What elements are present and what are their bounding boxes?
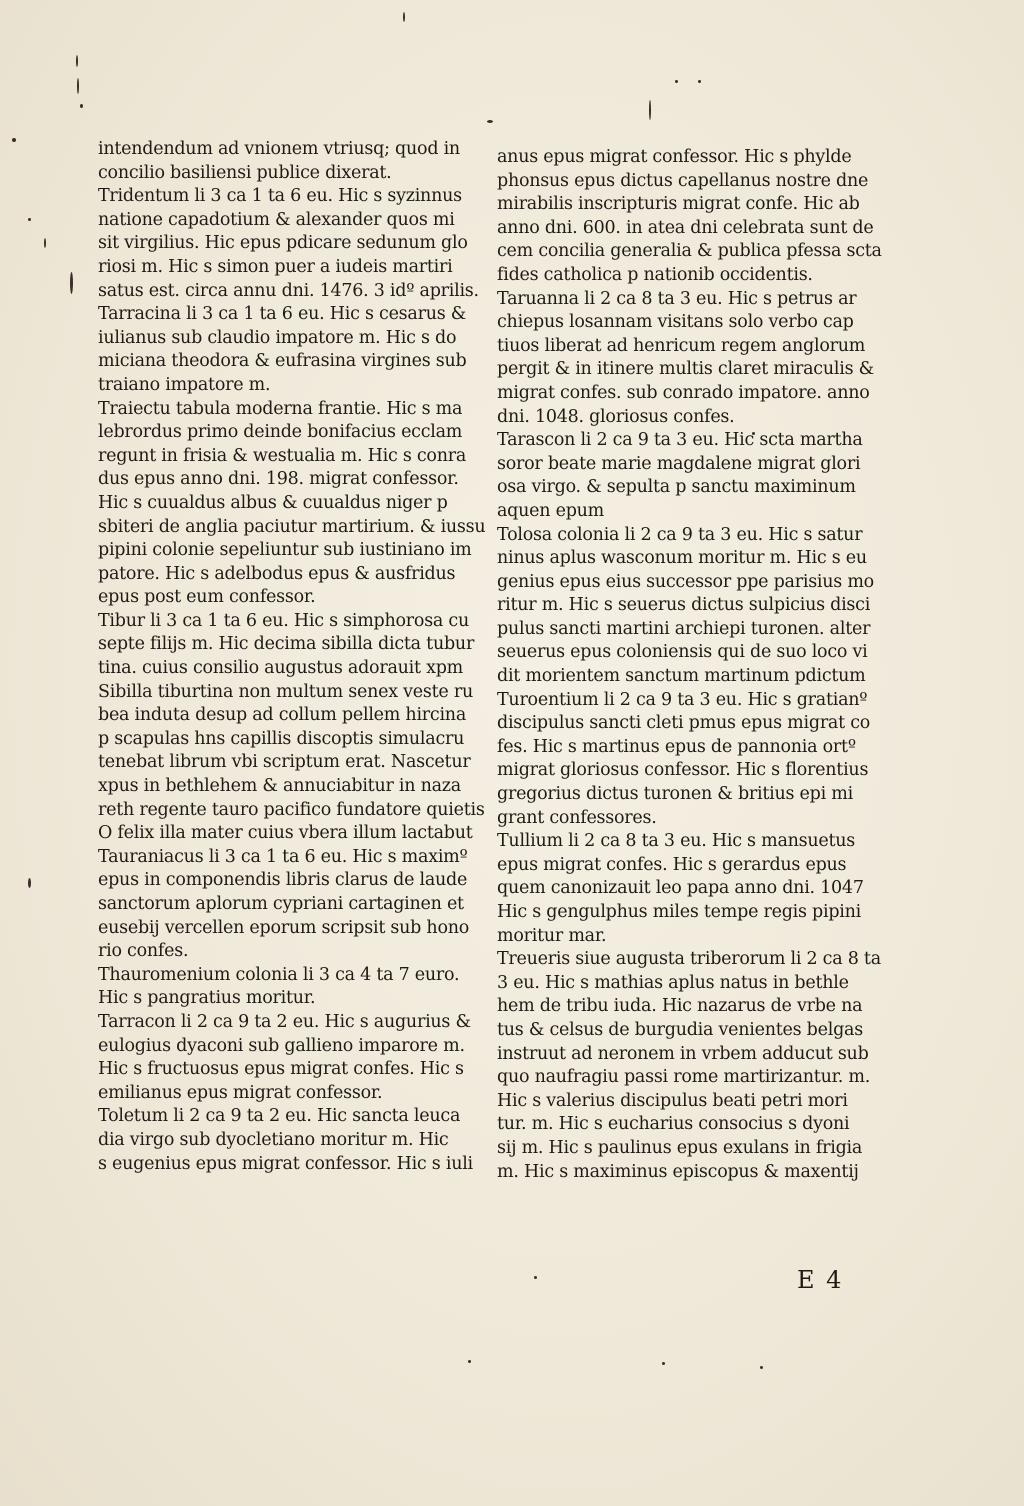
text-line: aquen epum bbox=[497, 500, 605, 521]
text-line: Hic s pangratius moritur. bbox=[98, 988, 316, 1009]
text-line: migrat gloriosus confessor. Hic s florentius bbox=[497, 760, 869, 781]
text-line: Tolosa colonia li 2 ca 9 ta 3 eu. Hic s satur bbox=[497, 524, 863, 545]
text-line: sbiteri de anglia paciutur martirium. & iussu bbox=[98, 516, 486, 537]
text-line: Tibur li 3 ca 1 ta 6 eu. Hic s simphorosa cu bbox=[98, 610, 469, 631]
text-line: moritur mar. bbox=[497, 925, 607, 946]
text-line: Toletum li 2 ca 9 ta 2 eu. Hic sancta leuca bbox=[98, 1106, 461, 1127]
text-line: traiano impatore m. bbox=[98, 374, 271, 395]
text-line: tus & celsus de burgudia venientes belgas bbox=[497, 1019, 863, 1040]
ink-speck bbox=[12, 138, 16, 142]
text-line: dni. 1048. gloriosus confes. bbox=[497, 406, 735, 427]
text-line: pergit & in itinere multis claret miraculis & bbox=[497, 359, 874, 380]
text-line: Traiectu tabula moderna frantie. Hic s ma bbox=[98, 398, 463, 419]
text-line: anus epus migrat confessor. Hic s phylde bbox=[497, 147, 852, 167]
text-line: riosi m. Hic s simon puer a iudeis martiri bbox=[98, 256, 453, 277]
text-line: osa virgo. & sepulta p sanctu maximinum bbox=[497, 477, 856, 498]
text-line: Tarracina li 3 ca 1 ta 6 eu. Hic s cesarus & bbox=[98, 304, 467, 325]
text-line: Tauraniacus li 3 ca 1 ta 6 eu. Hic s maximº bbox=[98, 846, 468, 867]
text-line: instruut ad neronem in vrbem adducut sub bbox=[497, 1043, 869, 1064]
text-line: soror beate marie magdalene migrat glori bbox=[497, 453, 861, 474]
text-line: quem canonizauit leo papa anno dni. 1047 bbox=[497, 878, 864, 899]
text-line: reth regente tauro pacifico fundatore quietis bbox=[98, 799, 485, 820]
text-line: cem concilia generalia & publica pfessa scta bbox=[497, 241, 882, 262]
ink-speck bbox=[28, 218, 31, 221]
text-line: miciana theodora & eufrasina virgines sub bbox=[98, 351, 467, 372]
text-line: 3 eu. Hic s mathias aplus natus in bethle bbox=[497, 972, 849, 993]
text-line: O felix illa mater cuius vbera illum lactabut bbox=[98, 823, 473, 844]
text-line: Hic s valerius discipulus beati petri mori bbox=[497, 1090, 848, 1111]
text-line: Hic s fructuosus epus migrat confes. Hic s bbox=[98, 1059, 464, 1080]
text-line: p scapulas hns capillis discoptis simulacru bbox=[98, 728, 465, 749]
text-line: quo naufragiu passi rome martirizantur. m. bbox=[497, 1067, 871, 1088]
text-line: migrat confes. sub conrado impatore. anno bbox=[497, 382, 870, 403]
text-line: concilio basiliensi publice dixerat. bbox=[98, 162, 392, 183]
text-line: s eugenius epus migrat confessor. Hic s iuli bbox=[98, 1153, 473, 1174]
text-line: ritur m. Hic s seuerus dictus sulpicius disci bbox=[497, 595, 871, 616]
text-line: eulogius dyaconi sub gallieno imparore m. bbox=[98, 1035, 465, 1056]
text-line: ninus aplus wasconum moritur m. Hic s eu bbox=[497, 548, 867, 569]
text-line: epus in componendis libris clarus de laude bbox=[98, 870, 468, 891]
text-line: bea induta desup ad collum pellem hircina bbox=[98, 705, 467, 726]
text-line: Tarascon li 2 ca 9 ta 3 eu. Hic scta martha bbox=[497, 430, 863, 451]
ink-speck bbox=[760, 1366, 763, 1369]
text-line: discipulus sancti cleti pmus epus migrat co bbox=[497, 713, 871, 734]
text-line: dit morientem sanctum martinum pdictum bbox=[497, 666, 866, 687]
text-line: sanctorum aplorum cypriani cartaginen et bbox=[98, 894, 464, 914]
text-line: sit virgilius. Hic epus pdicare sedunum glo bbox=[98, 233, 468, 254]
text-line: epus migrat confes. Hic s gerardus epus bbox=[497, 854, 847, 875]
ink-speck bbox=[662, 1362, 665, 1365]
ink-speck bbox=[468, 1360, 471, 1363]
text-line: hem de tribu iuda. Hic nazarus de vrbe na bbox=[497, 996, 863, 1017]
ink-speck bbox=[649, 100, 651, 120]
text-line: epus post eum confessor. bbox=[98, 587, 316, 608]
text-line: Thauromenium colonia li 3 ca 4 ta 7 euro. bbox=[98, 964, 460, 985]
text-line: mirabilis inscripturis migrat confe. Hic ab bbox=[497, 194, 860, 215]
text-line: tina. cuius consilio augustus adorauit xpm bbox=[98, 658, 464, 679]
text-line: satus est. circa annu dni. 1476. 3 idº aprilis. bbox=[98, 280, 479, 301]
ink-speck bbox=[28, 878, 31, 888]
text-line: eusebij vercellen eporum scripsit sub hono bbox=[98, 917, 470, 938]
text-line: pulus sancti martini archiepi turonen. alter bbox=[497, 618, 871, 639]
text-line: septe filijs m. Hic decima sibilla dicta tubur bbox=[98, 634, 475, 655]
text-line: seuerus epus coloniensis qui de suo loco vi bbox=[497, 642, 868, 663]
text-line: m. Hic s maximinus episcopus & maxentij bbox=[497, 1161, 859, 1182]
text-line: fides catholica p nationib occidentis. bbox=[497, 264, 813, 285]
text-line: intendendum ad vnionem vtriusq; quod in bbox=[98, 139, 460, 159]
text-line: fes. Hic s martinus epus de pannonia ortº bbox=[497, 736, 856, 757]
text-line: Taruanna li 2 ca 8 ta 3 eu. Hic s petrus ar bbox=[497, 288, 857, 309]
ink-speck bbox=[534, 1276, 537, 1279]
text-line: Hic s cuualdus albus & cuualdus niger p bbox=[98, 492, 448, 513]
ink-speck bbox=[70, 272, 73, 294]
text-line: genius epus eius successor ppe parisius mo bbox=[497, 571, 874, 592]
ink-speck bbox=[44, 238, 46, 248]
text-line: tenebat librum vbi scriptum erat. Nascetur bbox=[98, 752, 471, 773]
text-line: sij m. Hic s paulinus epus exulans in frigia bbox=[497, 1137, 863, 1158]
text-line: Treueris siue augusta triberorum li 2 ca 8 ta bbox=[497, 949, 881, 970]
text-line: Turoentium li 2 ca 9 ta 3 eu. Hic s gratianº bbox=[497, 689, 868, 710]
text-line: gregorius dictus turonen & britius epi mi bbox=[497, 784, 853, 805]
text-line: dia virgo sub dyocletiano moritur m. Hic bbox=[98, 1129, 449, 1150]
text-line: chiepus losannam visitans solo verbo cap bbox=[497, 312, 854, 333]
ink-speck bbox=[77, 78, 79, 94]
ink-speck bbox=[487, 120, 493, 123]
text-line: Sibilla tiburtina non multum senex veste ru bbox=[98, 681, 473, 702]
text-line: Tarracon li 2 ca 9 ta 2 eu. Hic s augurius & bbox=[98, 1011, 471, 1032]
text-line: Hic s gengulphus miles tempe regis pipini bbox=[497, 902, 862, 922]
text-line: xpus in bethlehem & annuciabitur in naza bbox=[98, 776, 461, 797]
left-text-column bbox=[98, 138, 486, 1176]
text-line: iulianus sub claudio impatore m. Hic s do bbox=[98, 327, 457, 348]
text-line: anno dni. 600. in atea dni celebrata sunt de bbox=[497, 217, 874, 238]
text-line: regunt in frisia & westualia m. Hic s conra bbox=[98, 445, 467, 466]
ink-speck bbox=[698, 80, 701, 83]
text-line: rio confes. bbox=[98, 941, 189, 962]
text-line: pipini colonie sepeliuntur sub iustiniano im bbox=[98, 540, 472, 561]
ink-speck bbox=[76, 55, 78, 67]
text-line: Tridentum li 3 ca 1 ta 6 eu. Hic s syzinnus bbox=[98, 186, 462, 207]
ink-speck bbox=[403, 12, 405, 22]
text-line: lebrordus primo deinde bonifacius ecclam bbox=[98, 422, 463, 443]
text-line: tur. m. Hic s eucharius consocius s dyoni bbox=[497, 1114, 850, 1135]
text-line: natione capadotium & alexander quos mi bbox=[98, 209, 455, 230]
signature-mark: E 4 bbox=[797, 1266, 844, 1294]
text-line: phonsus epus dictus capellanus nostre dne bbox=[497, 170, 869, 191]
right-text-column bbox=[497, 146, 882, 1184]
text-line: tiuos liberat ad henricum regem anglorum bbox=[497, 335, 866, 356]
ink-speck bbox=[675, 80, 678, 83]
ink-speck bbox=[80, 104, 83, 108]
text-line: emilianus epus migrat confessor. bbox=[98, 1082, 383, 1103]
text-line: Tullium li 2 ca 8 ta 3 eu. Hic s mansuetus bbox=[497, 831, 856, 852]
text-line: grant confessores. bbox=[497, 807, 657, 828]
text-line: patore. Hic s adelbodus epus & ausfridus bbox=[98, 563, 456, 584]
text-line: dus epus anno dni. 198. migrat confessor. bbox=[98, 469, 459, 490]
